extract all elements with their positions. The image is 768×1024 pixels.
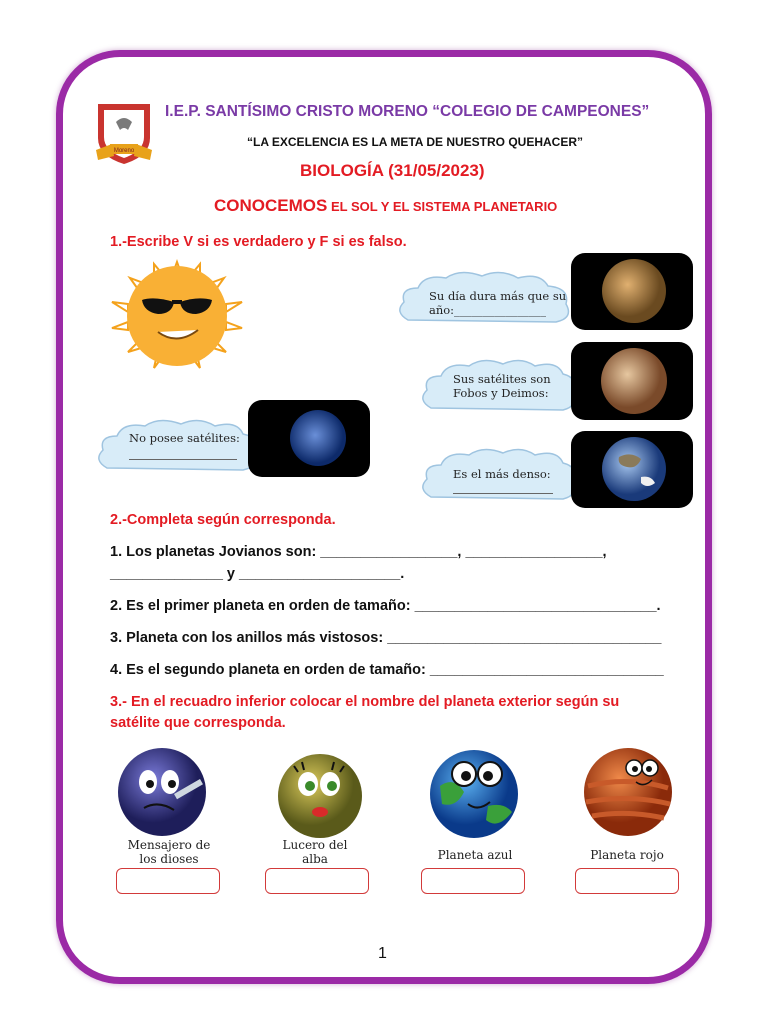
school-motto: “LA EXCELENCIA ES LA META DE NUESTRO QUEHACER”	[247, 135, 584, 149]
mars-cartoon	[580, 746, 676, 838]
section3-instruction-line2: satélite que corresponda.	[110, 715, 286, 731]
venus-cartoon	[272, 746, 368, 838]
cloud-1-line1: Su día dura más que su	[429, 289, 567, 303]
caption-earth-line1: Planeta azul	[437, 848, 513, 862]
venus-icon	[248, 400, 370, 477]
question-2: 2. Es el primer planeta en orden de tamaño: ______________________________.	[110, 598, 661, 614]
caption-venus-line2: alba	[302, 852, 328, 866]
mercury-icon	[571, 253, 693, 330]
answer-box-venus[interactable]	[265, 868, 369, 894]
cloud-2-line1: Sus satélites son	[453, 372, 551, 386]
planet-image-venus	[248, 400, 370, 477]
planet-image-earth	[571, 431, 693, 508]
planet-image-mars	[571, 342, 693, 420]
earth-icon	[571, 431, 693, 508]
mercury-cartoon	[114, 746, 210, 838]
cloud-3-line1: No posee satélites:	[129, 431, 240, 445]
answer-box-mars[interactable]	[575, 868, 679, 894]
caption-mercury-line2: los dioses	[139, 852, 199, 866]
cloud-2-text	[453, 372, 551, 400]
caption-venus	[260, 838, 370, 866]
cloud-4-text	[453, 467, 553, 494]
cloud-4-blank	[453, 481, 553, 494]
cloud-2-line2: Fobos y Deimos:	[453, 386, 549, 400]
cloud-3-blank	[129, 445, 237, 460]
question-3: 3. Planeta con los anillos más vistosos: __________________________________	[110, 630, 662, 646]
school-name: I.E.P. SANTÍSIMO CRISTO MORENO “COLEGIO DE CAMPEONES”	[165, 103, 650, 120]
caption-mercury	[114, 838, 224, 866]
mars-icon	[571, 342, 693, 420]
caption-mars	[572, 848, 682, 862]
topic-small: EL SOL Y EL SISTEMA PLANETARIO	[327, 199, 558, 214]
question-1-line1: 1. Los planetas Jovianos son: _________________, _________________,	[110, 544, 607, 560]
cloud-1-line2: año:________________	[429, 303, 547, 317]
subject-title: BIOLOGÍA (31/05/2023)	[300, 161, 485, 180]
sun-illustration	[92, 256, 262, 376]
school-logo	[92, 100, 156, 166]
question-4: 4. Es el segundo planeta en orden de tamaño: _____________________________	[110, 662, 664, 678]
question-1-line2: ______________ y ____________________.	[110, 566, 405, 582]
cloud-4-line1: Es el más denso:	[453, 467, 551, 481]
planet-image-mercury	[571, 253, 693, 330]
section1-instruction: 1.-Escribe V si es verdadero y F si es falso.	[110, 234, 407, 250]
topic-title	[214, 196, 557, 216]
logo-text: Moreno	[113, 148, 135, 154]
cloud-1-text	[429, 289, 566, 317]
caption-mars-line1: Planeta rojo	[590, 848, 664, 862]
section2-instruction: 2.-Completa según corresponda.	[110, 512, 336, 528]
earth-cartoon	[428, 746, 524, 838]
answer-box-earth[interactable]	[421, 868, 525, 894]
cloud-3-text	[129, 431, 240, 460]
page-number: 1	[378, 945, 387, 962]
topic-big: CONOCEMOS	[214, 196, 328, 215]
answer-box-mercury[interactable]	[116, 868, 220, 894]
section3-instruction-line1: 3.- En el recuadro inferior colocar el nombre del planeta exterior según su	[110, 694, 620, 710]
caption-venus-line1: Lucero del	[282, 838, 348, 852]
caption-mercury-line1: Mensajero de	[127, 838, 211, 852]
caption-earth	[420, 848, 530, 862]
